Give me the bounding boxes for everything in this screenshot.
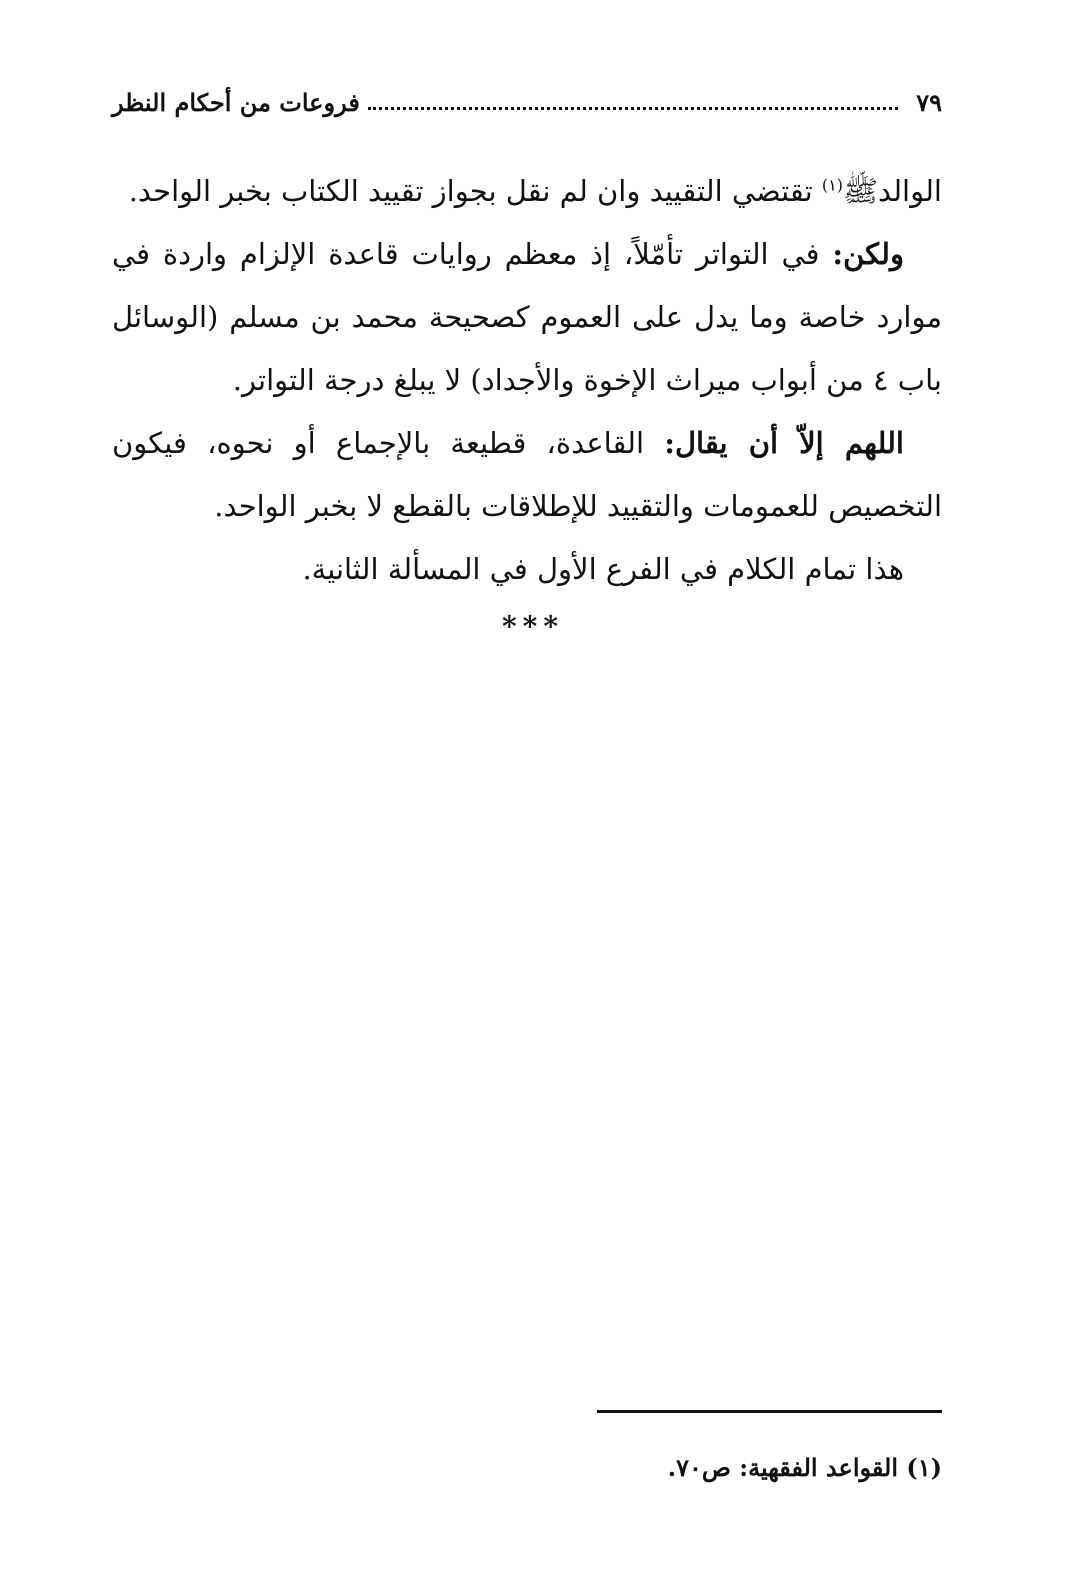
paragraph-2-lead: ولكن: (832, 237, 904, 271)
paragraph-3-lead: اللهم إلاّ أن يقال: (664, 426, 904, 460)
footnote-reference: (١) (821, 175, 843, 195)
main-text (112, 160, 942, 601)
paragraph-4-text: هذا تمام الكلام في الفرع الأول في المسألة الثانية. (302, 552, 904, 586)
paragraph-2-text: في التواتر تأمّلاً، إذ معظم روايات قاعدة الإلزام واردة في موارد خاصة وما يدل على العموم كصحيحة محمد بن مسلم (الوسائل باب ٤ من أبواب ميراث الإخوة والأجداد) لا يبلغ درجة التواتر. (112, 237, 942, 397)
paragraph-2 (112, 223, 942, 412)
paragraph-3 (112, 412, 942, 538)
page-header (112, 82, 942, 122)
footnote: (١) القواعد الفقهية: ص٧٠. (667, 1453, 942, 1482)
running-title: فروعات من أحكام النظر (112, 87, 360, 117)
paragraph-1-text-before: الوالدﷺ (842, 174, 942, 208)
paragraph-1-text-after: تقتضي التقييد وان لم نقل بجواز تقييد الكتاب بخبر الواحد. (128, 174, 822, 208)
page-number: ٧٩ (916, 87, 942, 117)
paragraph-3-text: القاعدة، قطيعة بالإجماع أو نحوه، فيكون التخصيص للعمومات والتقييد للإطلاقات بالقطع لا بخبر الواحد. (112, 426, 942, 523)
paragraph-4 (112, 538, 942, 601)
section-separator: *** (502, 610, 564, 643)
paragraph-1 (112, 160, 942, 223)
dot-leader (368, 107, 898, 110)
footnote-divider (597, 1410, 942, 1413)
